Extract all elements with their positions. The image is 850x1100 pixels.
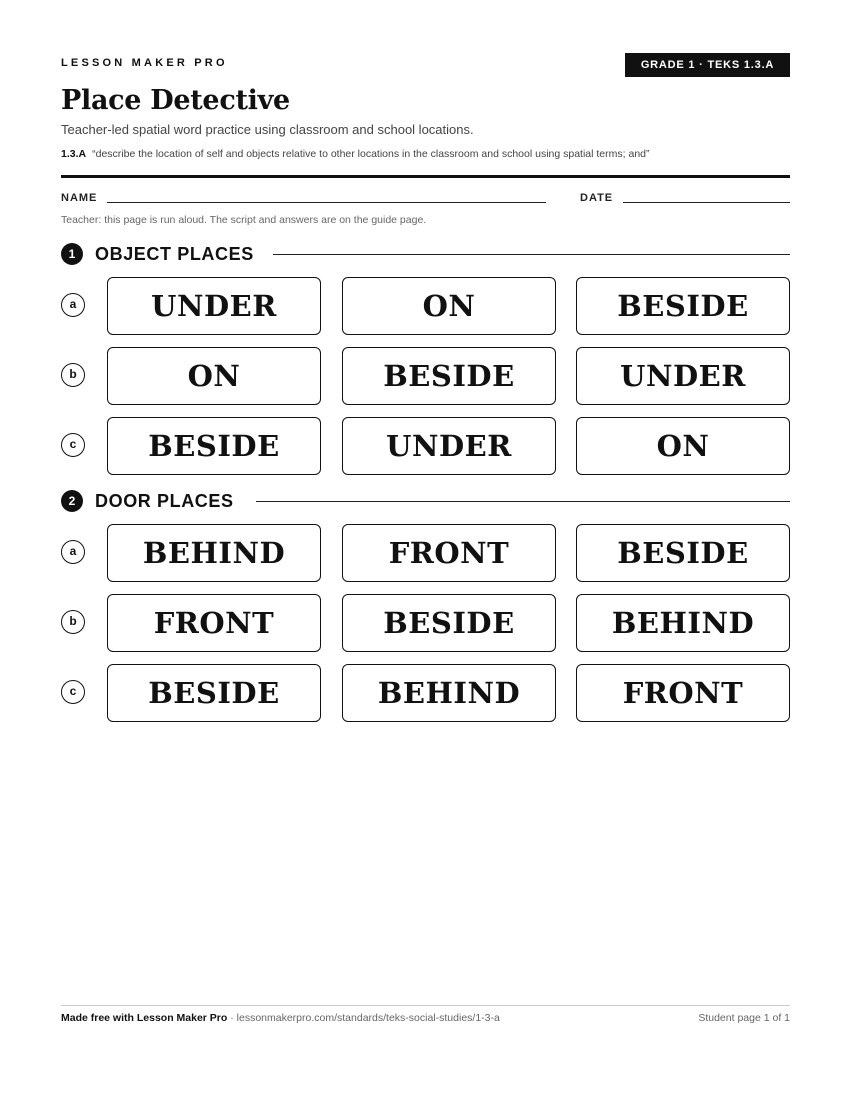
word-card[interactable]: BESIDE bbox=[576, 277, 790, 335]
grade-badge: GRADE 1 · TEKS 1.3.A bbox=[625, 53, 790, 77]
row-label: a bbox=[61, 293, 85, 317]
word-card[interactable]: ON bbox=[107, 347, 321, 405]
row-label: a bbox=[61, 540, 85, 564]
section-rule bbox=[256, 501, 790, 502]
section-heading bbox=[61, 489, 790, 513]
section-title: DOOR PLACES bbox=[95, 491, 234, 511]
section-heading bbox=[61, 242, 790, 266]
row-label: c bbox=[61, 433, 85, 457]
date-field[interactable] bbox=[623, 202, 790, 203]
standard-line bbox=[61, 148, 650, 160]
word-card[interactable]: BESIDE bbox=[107, 417, 321, 475]
word-card[interactable]: ON bbox=[342, 277, 556, 335]
word-card[interactable]: BEHIND bbox=[107, 524, 321, 582]
item-row bbox=[61, 664, 790, 724]
date-label: DATE bbox=[580, 192, 614, 204]
word-card[interactable]: UNDER bbox=[576, 347, 790, 405]
footer-made-with: Made free with Lesson Maker Pro bbox=[61, 1012, 228, 1024]
footer-url[interactable]: · lessonmakerpro.com/standards/teks-social-studies/1-3-a bbox=[227, 1012, 500, 1024]
item-row bbox=[61, 347, 790, 407]
name-date-row bbox=[61, 192, 790, 208]
footer-page-number: Student page 1 of 1 bbox=[698, 1012, 790, 1024]
section-title: OBJECT PLACES bbox=[95, 244, 254, 264]
standard-code: 1.3.A bbox=[61, 148, 87, 160]
word-card[interactable]: FRONT bbox=[107, 594, 321, 652]
item-row bbox=[61, 594, 790, 654]
word-card[interactable]: FRONT bbox=[576, 664, 790, 722]
word-card[interactable]: FRONT bbox=[342, 524, 556, 582]
item-row bbox=[61, 277, 790, 337]
word-card[interactable]: ON bbox=[576, 417, 790, 475]
brand-name: LESSON MAKER PRO bbox=[61, 57, 228, 69]
word-card[interactable]: UNDER bbox=[107, 277, 321, 335]
section-rule bbox=[273, 254, 790, 255]
item-row bbox=[61, 524, 790, 584]
row-label: b bbox=[61, 610, 85, 634]
section-number: 1 bbox=[61, 243, 83, 265]
standard-text: “describe the location of self and objects relative to other locations in the classroom and school using spatial terms; and” bbox=[92, 148, 650, 160]
page-title: Place Detective bbox=[61, 85, 290, 116]
item-row bbox=[61, 417, 790, 477]
word-card[interactable]: BESIDE bbox=[342, 594, 556, 652]
section-number: 2 bbox=[61, 490, 83, 512]
name-field[interactable] bbox=[107, 202, 546, 203]
teacher-note: Teacher: this page is run aloud. The script and answers are on the guide page. bbox=[61, 214, 427, 226]
word-card[interactable]: BEHIND bbox=[576, 594, 790, 652]
page-subtitle: Teacher-led spatial word practice using classroom and school locations. bbox=[61, 122, 474, 137]
name-label: NAME bbox=[61, 192, 98, 204]
row-label: c bbox=[61, 680, 85, 704]
word-card[interactable]: UNDER bbox=[342, 417, 556, 475]
header-divider bbox=[61, 175, 790, 178]
worksheet-page bbox=[61, 0, 790, 1100]
footer-divider bbox=[61, 1005, 790, 1006]
word-card[interactable]: BEHIND bbox=[342, 664, 556, 722]
word-card[interactable]: BESIDE bbox=[342, 347, 556, 405]
footer-credit bbox=[61, 1012, 500, 1024]
word-card[interactable]: BESIDE bbox=[576, 524, 790, 582]
word-card[interactable]: BESIDE bbox=[107, 664, 321, 722]
row-label: b bbox=[61, 363, 85, 387]
